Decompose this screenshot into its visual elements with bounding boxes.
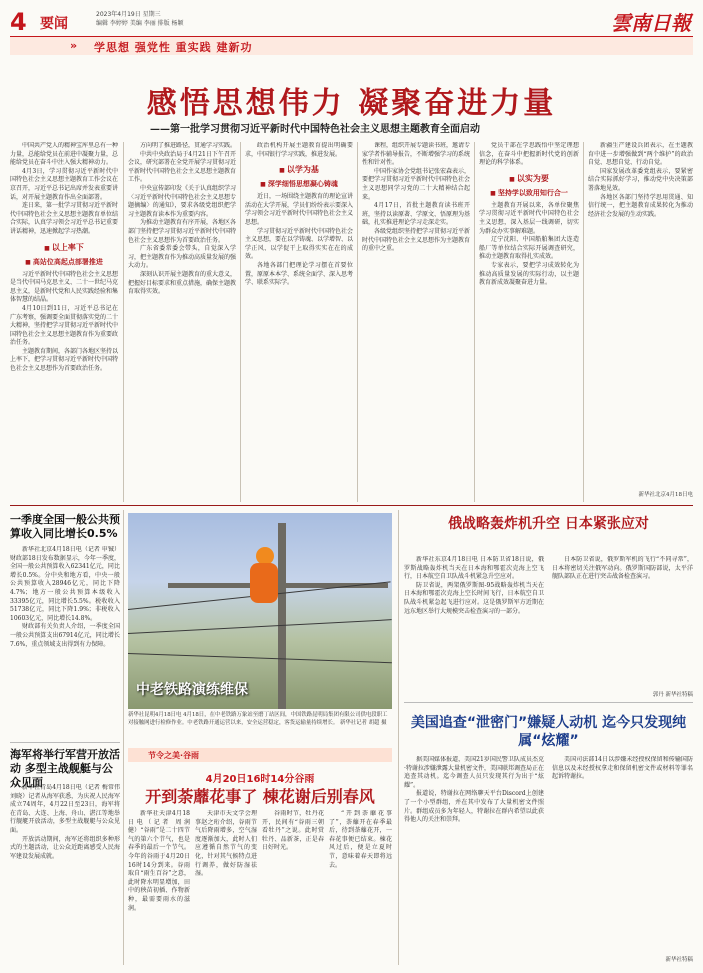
paragraph: 中共中央政治局于4月21日下午召开会议，研究部署在全党开展学习贯彻习近平新时代中国特色社会主义思想主题教育工作。 <box>128 150 236 184</box>
russia-column-1 <box>404 556 544 696</box>
crosshead-sub: ■ 高站位高起点部署推进 <box>10 257 118 267</box>
column-divider <box>398 510 399 965</box>
russia-column-2 <box>552 556 693 686</box>
wire <box>128 619 392 634</box>
festival-tag-label: 节令之美·谷雨 <box>148 751 200 760</box>
festival-column-1 <box>128 810 190 966</box>
main-column-6 <box>588 142 693 487</box>
paragraph: 为推动主题教育有序开展，各地区各部门坚持把学习贯彻习近平新时代中国特色社会主义思想作为首要政治任务。 <box>128 219 236 244</box>
paragraph: 近日，一场围绕主题教育的理论宣讲活动在大学开展，学员们纷纷表示要深入学习领会习近平新时代中国特色社会主义思想。 <box>245 193 353 226</box>
photo-overlay-title: 中老铁路演练维保 <box>136 682 248 698</box>
issue-meta <box>96 10 184 28</box>
paragraph: 连日来，第一批学习贯彻习近平新时代中国特色社会主义思想主题教育单位结合实际，认真学习领会习近平总书记重要讲话精神，迅速掀起学习热潮。 <box>10 202 118 235</box>
festival-column-3 <box>262 810 324 966</box>
festival-headline: 开到荼蘼花事了 棟花谢后别春风 <box>145 787 375 806</box>
editor-credits: 编辑 李婷婷 美编 李丽 排版 杨颖 <box>96 20 184 27</box>
paragraph: 防卫省说，两架俄罗斯图-95战略轰炸机当天在日本海和鄂霍次克海上空长时间飞行，日本航空自卫队战斗机紧急起飞进行应对。这是俄罗斯军方近期在远东地区举行大规模突击检查演习的一部分。 <box>404 581 544 615</box>
story-divider <box>10 742 120 743</box>
fiscal-story <box>10 546 120 736</box>
paragraph: 辽宁沈阳、中国船舶集团大连造船厂等单位结合实际开展调查研究，推动主题教育取得扎实成效。 <box>479 236 579 261</box>
paragraph: 新华社天津4月18日电（记者 周润健）“谷雨”是二十四节气的第六个节气，也是春季的最后一个节气。今年的谷雨于4月20日16时14分到来。谷雨取自“雨生百谷”之意，此时降水明显增加，田中的秧苗初插、作物新种，最需要雨水的滋润。 <box>128 810 190 912</box>
paragraph: 谷雨时节，牡丹花开，民间有“谷雨三朝看牡丹”之说。此时赏牡丹、品新茶，正是春日好时光。 <box>262 810 324 852</box>
paragraph: 习近平新时代中国特色社会主义思想是当代中国马克思主义、二十一世纪马克思主义，是新时代党和人民实践经验和集体智慧的结晶。 <box>10 270 118 304</box>
main-headline: 感悟思想伟力 凝聚奋进力量 <box>146 86 557 121</box>
paragraph: 课程，组织开展专题读书班，邀请专家学者作辅导报告，不断增强学习的系统性和针对性。 <box>362 142 470 167</box>
wire <box>128 653 392 663</box>
paragraph: 4月10日到11日，习近平总书记在广东考察，强调要全面贯彻落实党的二十大精神，坚持把学习贯彻习近平新时代中国特色社会主义思想主题教育作为重要政治任务。 <box>10 304 118 347</box>
paragraph: 4月17日，首批主题教育读书班开班，坚持以读原著、学原文、悟原理为基础，扎实推进理论学习走深走实。 <box>362 202 470 227</box>
main-column-2 <box>128 142 236 502</box>
newspaper-logo: 雲南日報 <box>611 11 691 35</box>
paragraph: 新华社北京4月18日电（记者 申铖）财政部18日发布数据显示，今年一季度，全国一般公共预算收入62341亿元，同比增长0.5%。分中央和地方看，中央一般公共预算收入28946亿元，同比下降4.7%；地方一般公共预算本级收入33395亿元，同比增长5.5%。税收收入51738亿元，同比下降1.9%；非税收入10603亿元，同比增长14.8%。 <box>10 546 120 622</box>
crosshead: ■ 以实为要 <box>479 173 579 184</box>
paragraph: 国家发展改革委党组表示，要紧密结合实际抓好学习，推动党中央决策部署落地见效。 <box>588 167 693 192</box>
section-name: 要闻 <box>40 16 68 32</box>
photo-caption: 新华社昆明4月18日电 4月18日，在中老铁路万象站至磨丁站区间，中国铁路昆明局集团有限公司供电段职工对接触网进行检修作业。中老铁路开通运营以来，安全运营稳定，客货运输量持续增长。 新华社记者 胡超 摄 <box>128 712 388 726</box>
crosshead: ■ 以上率下 <box>10 242 118 253</box>
navy-story <box>10 784 120 966</box>
main-column-1 <box>10 142 118 502</box>
catenary-pole <box>278 523 286 709</box>
column-divider <box>123 142 124 502</box>
us-leak-headline: 美国追查“泄密门”嫌疑人动机 迄今只发现纯属“炫耀” <box>410 715 687 749</box>
main-subhead: ——第一批学习贯彻习近平新时代中国特色社会主义思想主题教育全面启动 <box>150 124 480 135</box>
festival-date-line: 4月20日16时14分谷雨 <box>205 774 315 785</box>
page-number: 4 <box>10 8 27 36</box>
russia-credit: 郭丹 新华社特稿 <box>652 692 693 698</box>
theme-banner <box>10 37 693 55</box>
section-rule <box>10 505 693 506</box>
paragraph: 据美国媒体报道，美国21岁国民警卫队成员杰克·特谢拉涉嫌泄露大量机密文件，美国联邦调查局正在追查其动机。迄今调查人员只发现其行为出于“炫耀”。 <box>404 756 544 789</box>
chevron-right-icon: » <box>70 39 78 52</box>
column-divider <box>474 142 475 502</box>
worker-body <box>250 563 278 603</box>
paragraph: 中国作家协会党组书记张宏森表示，要把学习贯彻习近平新时代中国特色社会主义思想同学习党的二十大精神结合起来。 <box>362 167 470 201</box>
paragraph: “开到荼蘼花事了”，荼蘼开在春季最后，待到荼蘼花开，一春花事便已结束。棟花风过后，便是立夏时节，意味着春天即将远去。 <box>329 810 392 869</box>
crosshead-sub: ■ 坚持学以致用知行合一 <box>479 188 579 198</box>
railway-photo <box>128 513 392 709</box>
paragraph: 各级党组织坚持把学习贯彻习近平新时代中国特色社会主义思想作为主题教育的重中之重。 <box>362 227 470 253</box>
main-credit: 新华社北京4月18日电 <box>638 492 693 498</box>
paragraph: 天津市天文学会理事赵之珩介绍，谷雨节气后降雨增多，空气湿度逐渐加大，此时人们应遵循自然节气的变化，针对其气候特点进行调养，做好防湿祛湿。 <box>195 810 257 878</box>
paragraph: 深刻认识开展主题教育的重大意义，把握好目标要求和重点措施，确保主题教育取得实效。 <box>128 270 236 296</box>
paragraph: 新华社青岛4月18日电（记者 梅常伟 刘晓）记者从海军获悉，为庆祝人民海军成立74周年，4月22日至23日，海军将在青岛、大连、上海、舟山、湛江等地举行舰艇开放活动，多型主战舰艇与公众见面。 <box>10 784 120 834</box>
paragraph: 中国共产党人的精神宝库里总有一种力量，总能给党员在前进中凝聚力量，总能给党员在奋斗中注入强大精神动力。 <box>10 142 118 167</box>
paragraph: 学习贯彻习近平新时代中国特色社会主义思想，要在以学铸魂、以学增智、以学正风、以学促干上取得实实在在的成效。 <box>245 227 353 261</box>
paragraph: 中央宣传部印发《关于认真组织学习〈习近平新时代中国特色社会主义思想专题摘编〉的通知》，要求各级党组织把学习主题教育读本作为重要内容。 <box>128 184 236 218</box>
story-divider <box>404 702 693 703</box>
us-leak-credit: 新华社特稿 <box>665 957 693 963</box>
column-divider <box>123 510 124 965</box>
paragraph: 4月3日，学习贯彻习近平新时代中国特色社会主义思想主题教育工作会议在京召开，习近平总书记出席并发表重要讲话，对开展主题教育作出全面部署。 <box>10 167 118 201</box>
festival-column-2 <box>195 810 257 966</box>
page-header <box>10 6 693 36</box>
paragraph: 报道说，特谢拉在网络聊天平台Discord上创建了一个小型群组，并在其中发布了大量机密文件照片。群组成员多为年轻人，特谢拉在群内希望以此获得他人的关注和崇拜。 <box>404 790 544 824</box>
us-leak-column-1 <box>404 756 544 956</box>
festival-tag <box>128 748 392 762</box>
paragraph: 新疆生产建设兵团表示，在主题教育中进一步增强做到“两个维护”的政治自觉、思想自觉、行动自觉。 <box>588 142 693 167</box>
paragraph: 党员干部在学思践悟中坚定理想信念，在奋斗中把握新时代党的创新理论的科学体系。 <box>479 142 579 167</box>
main-column-4 <box>362 142 470 502</box>
paragraph: 专家表示，要把学习成效转化为推动高质量发展的实际行动，以主题教育新成效凝聚奋进力量。 <box>479 261 579 287</box>
paragraph: 各地区各部门坚持学思用贯通、知信行统一，把主题教育成果转化为推动经济社会发展的生动实践。 <box>588 193 693 218</box>
paragraph: 日本防卫省说，俄罗斯军机的飞行“不同寻常”，日本将密切关注俄军动向。俄罗斯国防部说，太平洋舰队部队正在进行突击战备检查演习。 <box>552 556 693 581</box>
banner-text: 学思想 强党性 重实践 建新功 <box>94 41 253 54</box>
main-column-3 <box>245 142 353 502</box>
navy-headline: 海军将举行军营开放活动 多型主战舰艇与公众见面 <box>10 748 120 789</box>
paragraph: 财政部有关负责人介绍，一季度全国一般公共预算支出67914亿元，同比增长7.6%，重点领域支出得到有力保障。 <box>10 623 120 648</box>
paragraph: 美国司法部14日以涉嫌未经授权保留和传输国防信息以及未经授权拿走和保留机密文件或材料等罪名起诉特谢拉。 <box>552 756 693 781</box>
column-divider <box>240 142 241 502</box>
us-leak-column-2 <box>552 756 693 946</box>
russia-headline: 俄战略轰炸机升空 日本紧张应对 <box>448 516 649 532</box>
paragraph: 主题教育期间，各部门各地区坚持以上率下，把学习贯彻习近平新时代中国特色社会主义思想作为首要政治任务。 <box>10 347 118 373</box>
crosshead-sub: ■ 深学细悟思想凝心铸魂 <box>245 179 353 189</box>
paragraph: 开放活动期间，海军还将组织多种形式的主题活动，让公众近距离感受人民海军建设发展成就。 <box>10 835 120 860</box>
fiscal-headline: 一季度全国一般公共预算收入同比增长0.5% <box>10 513 120 540</box>
paragraph: 主题教育开展以来，各单位聚焦学习贯彻习近平新时代中国特色社会主义思想，深入基层一线调研，切实为群众办实事解难题。 <box>479 201 579 235</box>
issue-date: 2023年4月19日 星期三 <box>96 11 161 18</box>
festival-column-4 <box>329 810 392 966</box>
paragraph: 各地各部门把理论学习摆在首要位置，原原本本学、系统全面学、深入思考学、联系实际学。 <box>245 261 353 287</box>
column-divider <box>583 142 584 502</box>
paragraph: 政治机构开展主题教育提出明确要求，中国银行学习实践，推进发展。 <box>245 142 353 158</box>
main-column-5 <box>479 142 579 502</box>
paragraph: 新华社东京4月18日电 日本防卫省18日说，俄罗斯战略轰炸机当天在日本海和鄂霍次克海上空飞行，日本航空自卫队战斗机紧急升空应对。 <box>404 556 544 581</box>
crosshead: ■ 以学为基 <box>245 164 353 175</box>
paragraph: 方向明了推进路径，贯通学习实践。 <box>140 142 236 149</box>
column-divider <box>357 142 358 502</box>
paragraph: 广东省委常委会带头，自觉深入学习，把主题教育作为推动高质量发展的强大动力。 <box>128 245 236 270</box>
